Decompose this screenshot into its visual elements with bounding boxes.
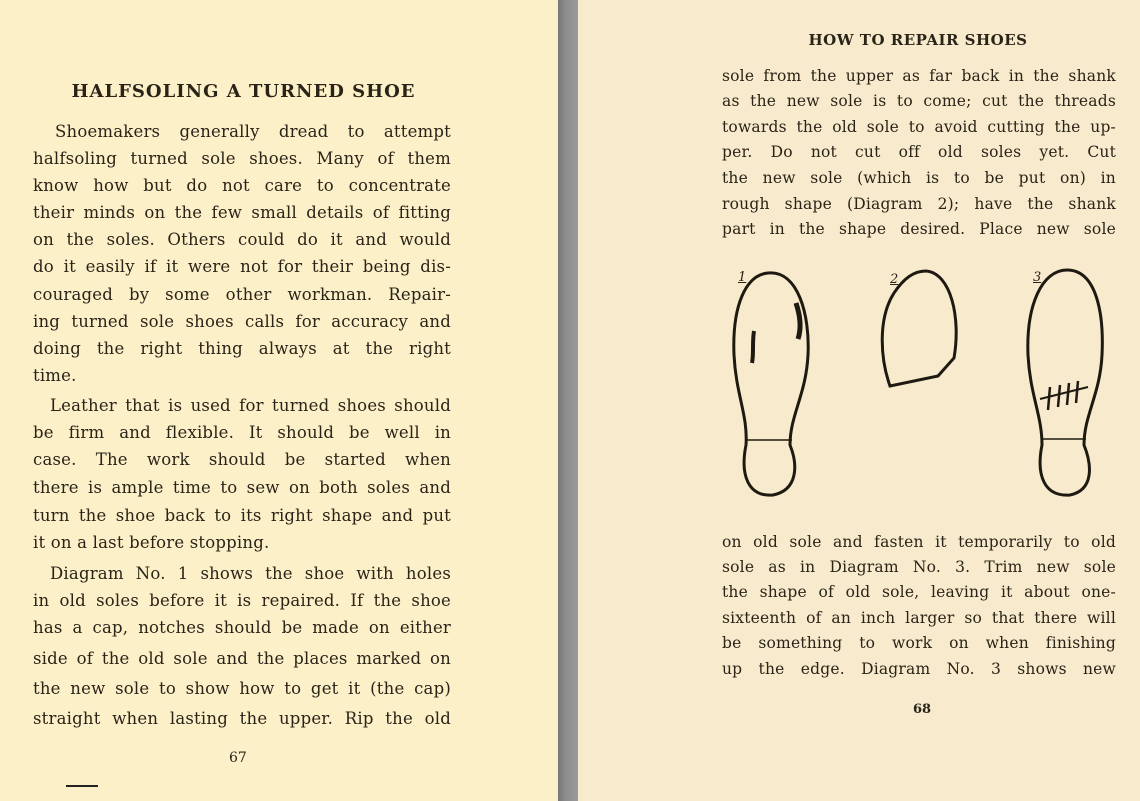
text-line: rough shape (Diagram 2); have the shank (722, 195, 1116, 213)
text-line: as the new sole is to come; cut the threads (722, 92, 1116, 110)
text-line: Diagram No. 1 shows the shoe with holes (50, 564, 451, 583)
chapter-title: HALFSOLING A TURNED SHOE (71, 81, 416, 102)
text-line: part in the shape desired. Place new sole (722, 220, 1116, 238)
diagram-2-new-sole (876, 268, 966, 408)
right-page (578, 0, 1140, 801)
page-number: 67 (229, 750, 247, 766)
diagram-label-1: 1 (738, 270, 747, 285)
text-line: sole from the upper as far back in the shank (722, 67, 1116, 85)
text-line: on old sole and fasten it temporarily to old (722, 533, 1116, 551)
text-line: in old soles before it is repaired. If the shoe (33, 591, 451, 610)
diagram-label-3: 3 (1033, 270, 1042, 285)
text-line: couraged by some other workman. Repair- (33, 285, 451, 304)
text-line: turn the shoe back to its right shape and put (33, 506, 451, 525)
text-line: towards the old sole to avoid cutting the up- (722, 118, 1116, 136)
left-page (0, 0, 558, 801)
text-line: be something to work on when finishing (722, 634, 1116, 652)
text-line: do it easily if it were not for their being dis- (33, 257, 451, 276)
running-head: HOW TO REPAIR SHOES (808, 31, 1028, 49)
text-line: straight when lasting the upper. Rip the old (33, 709, 451, 728)
text-line: time. (33, 366, 77, 385)
text-line: there is ample time to sew on both soles and (33, 478, 451, 497)
text-line: sole as in Diagram No. 3. Trim new sole (722, 558, 1116, 576)
text-line: Leather that is used for turned shoes should (50, 396, 451, 415)
text-line: case. The work should be started when (33, 450, 451, 469)
rule-mark (66, 785, 98, 787)
text-line: their minds on the few small details of fitting (33, 203, 451, 222)
text-line: the shape of old sole, leaving it about one- (722, 583, 1116, 601)
text-line: on the soles. Others could do it and would (33, 230, 451, 249)
text-line: know how but do not care to concentrate (33, 176, 451, 195)
text-line: has a cap, notches should be made on either (33, 618, 451, 637)
page-number: 68 (913, 702, 932, 717)
text-line: be firm and flexible. It should be well in (33, 423, 451, 442)
text-line: halfsoling turned sole shoes. Many of them (33, 149, 451, 168)
diagram-1-old-sole (728, 265, 818, 505)
text-line: the new sole (which is to be put on) in (722, 169, 1116, 187)
text-line: side of the old sole and the places marked on (33, 649, 451, 668)
text-line: ing turned sole shoes calls for accuracy and (33, 312, 451, 331)
text-line: up the edge. Diagram No. 3 shows new (722, 660, 1116, 678)
text-line: sixteenth of an inch larger so that there will (722, 609, 1116, 627)
text-line: it on a last before stopping. (33, 533, 270, 552)
text-line: per. Do not cut off old soles yet. Cut (722, 143, 1116, 161)
diagram-label-2: 2 (890, 272, 899, 287)
diagram-3-fastened-sole (1022, 265, 1112, 505)
text-line: Shoemakers generally dread to attempt (55, 122, 451, 141)
book-gutter (558, 0, 578, 801)
text-line: the new sole to show how to get it (the cap) (33, 679, 451, 698)
text-line: doing the right thing always at the right (33, 339, 451, 358)
